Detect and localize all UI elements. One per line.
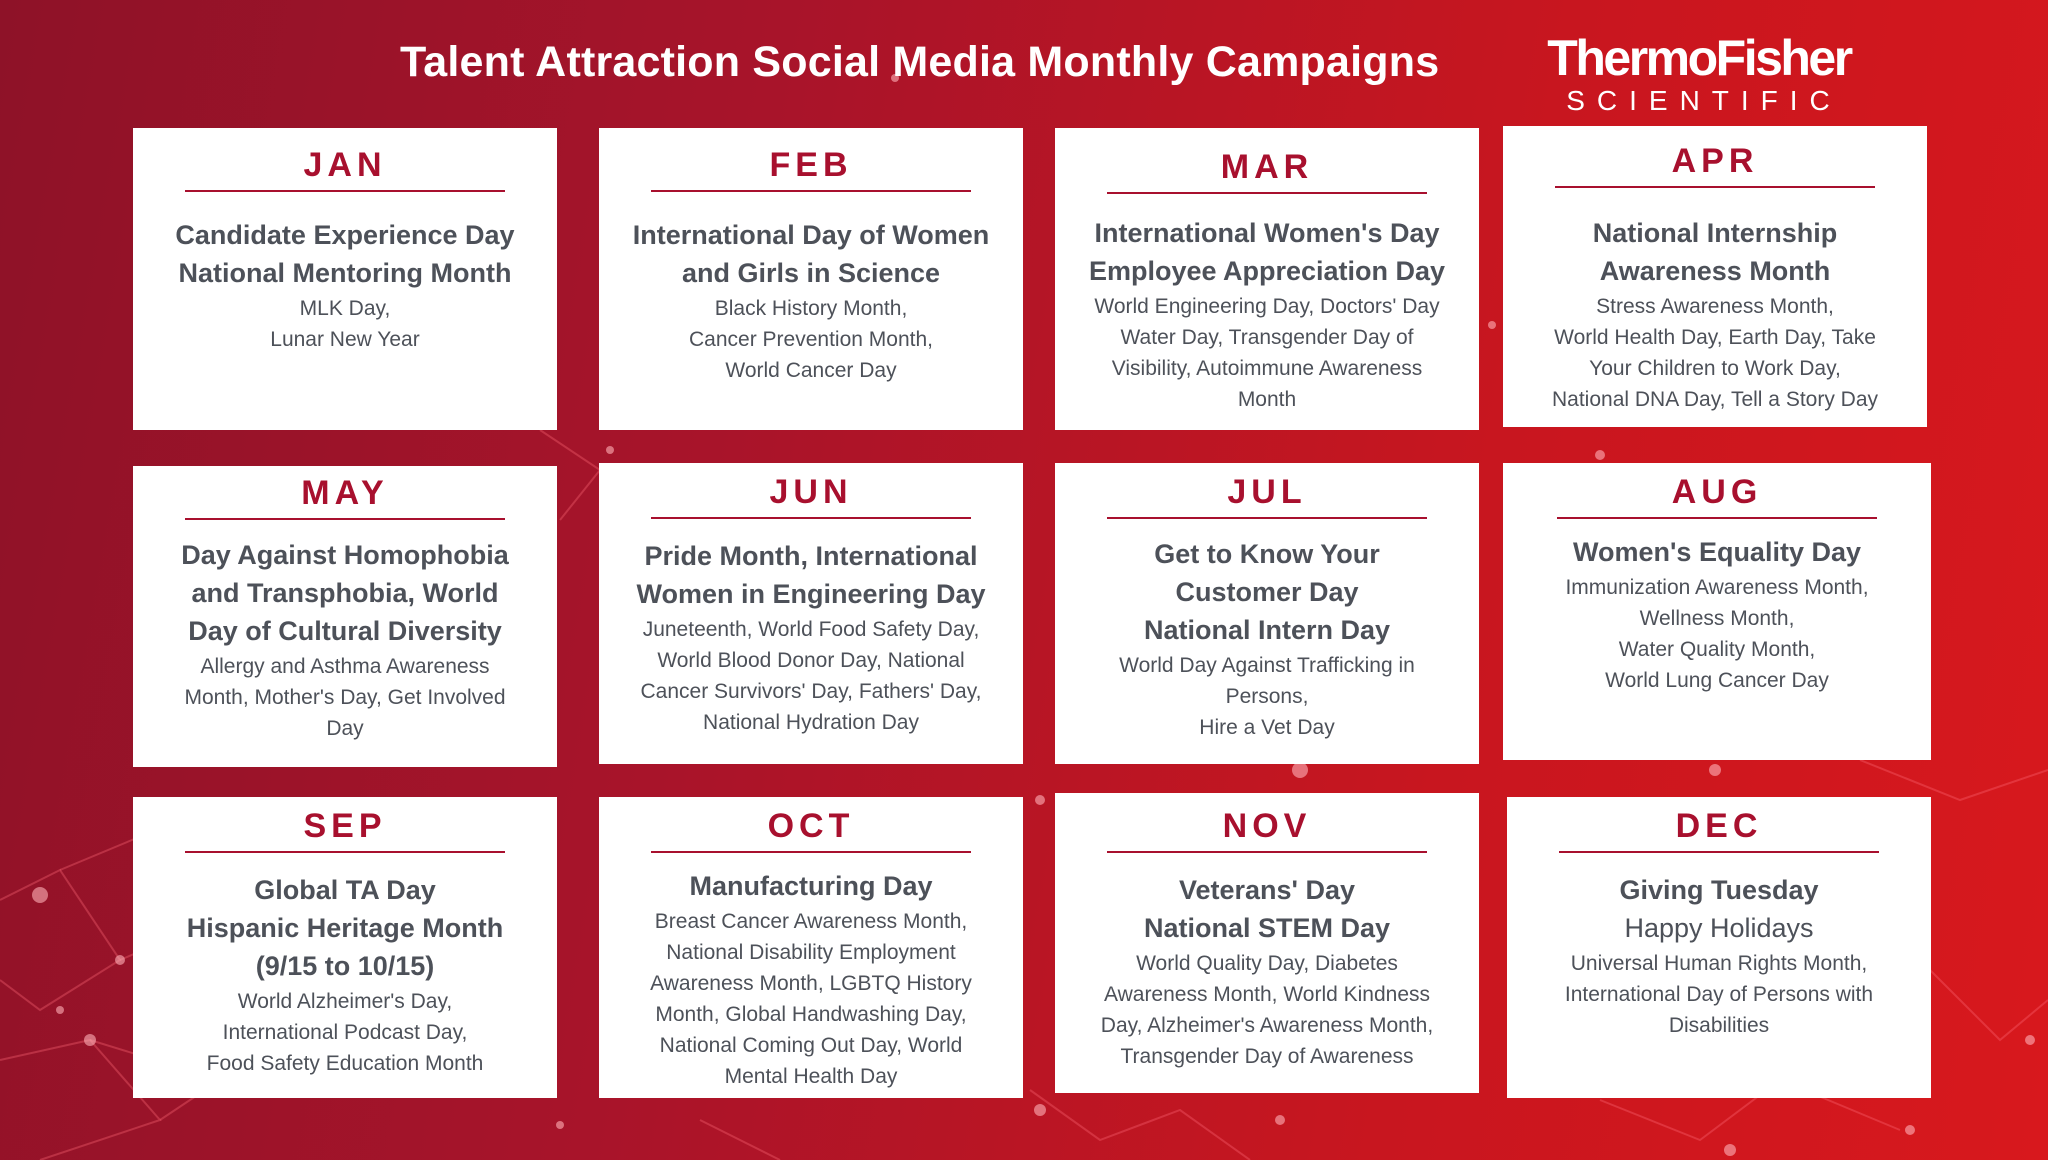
secondary-line: World Lung Cancer Day bbox=[1605, 669, 1829, 692]
secondary-line: Juneteenth, World Food Safety Day, bbox=[642, 618, 980, 641]
secondary-line: Cancer Prevention Month, bbox=[689, 328, 933, 351]
secondary-line: Awareness Month, World Kindness bbox=[1103, 983, 1431, 1006]
primary-line: Day of Cultural Diversity bbox=[188, 616, 502, 646]
primary-line: Customer Day bbox=[1175, 577, 1359, 607]
secondary-events bbox=[1521, 948, 1917, 1041]
month-card-jul bbox=[1055, 463, 1479, 764]
secondary-line: Visibility, Autoimmune Awareness bbox=[1111, 357, 1423, 380]
primary-line: Women's Equality Day bbox=[1573, 537, 1861, 567]
month-heading: AUG bbox=[1557, 473, 1877, 519]
month-card-may bbox=[133, 466, 557, 767]
primary-line: International Women's Day bbox=[1094, 218, 1440, 248]
secondary-line: International Day of Persons with bbox=[1564, 983, 1874, 1006]
primary-line: Pride Month, International bbox=[644, 541, 978, 571]
primary-line: Global TA Day bbox=[254, 875, 436, 905]
primary-events bbox=[613, 867, 1009, 905]
month-card-aug bbox=[1503, 463, 1931, 760]
month-card-jun bbox=[599, 463, 1023, 764]
primary-events bbox=[147, 871, 543, 985]
secondary-line: Universal Human Rights Month, bbox=[1570, 952, 1868, 975]
month-heading: JUN bbox=[651, 473, 971, 519]
secondary-events bbox=[1517, 572, 1917, 696]
secondary-events bbox=[1069, 291, 1465, 415]
secondary-line: World Quality Day, Diabetes bbox=[1136, 952, 1398, 975]
primary-events bbox=[1069, 535, 1465, 649]
secondary-events bbox=[147, 651, 543, 744]
logo-subtitle: SCIENTIFIC bbox=[1566, 85, 1842, 116]
secondary-line: Your Children to Work Day, bbox=[1589, 357, 1841, 380]
page-title: Talent Attraction Social Media Monthly Campaigns bbox=[400, 38, 1440, 86]
secondary-line: International Podcast Day, bbox=[222, 1021, 468, 1044]
month-heading: DEC bbox=[1559, 807, 1879, 853]
secondary-line: Black History Month, bbox=[714, 297, 908, 320]
primary-line: and Girls in Science bbox=[681, 258, 941, 288]
secondary-line: Transgender Day of Awareness bbox=[1120, 1045, 1414, 1068]
secondary-events bbox=[613, 614, 1009, 738]
primary-line: Hispanic Heritage Month bbox=[186, 913, 504, 943]
primary-line: and Transphobia, World bbox=[191, 578, 499, 608]
primary-events bbox=[613, 216, 1009, 292]
primary-events bbox=[1517, 533, 1917, 571]
primary-line: Candidate Experience Day bbox=[175, 220, 515, 250]
month-card-dec bbox=[1507, 797, 1931, 1098]
secondary-events bbox=[1517, 291, 1913, 415]
primary-line: Veterans' Day bbox=[1178, 875, 1356, 905]
secondary-line: National DNA Day, Tell a Story Day bbox=[1551, 388, 1879, 411]
company-logo bbox=[1544, 30, 1854, 116]
month-heading: APR bbox=[1555, 142, 1875, 188]
primary-events bbox=[1521, 871, 1917, 909]
month-card-feb bbox=[599, 128, 1023, 430]
secondary-line: Lunar New Year bbox=[270, 328, 420, 351]
primary-line: Awareness Month bbox=[1599, 256, 1831, 286]
month-card-oct bbox=[599, 797, 1023, 1098]
primary-events bbox=[147, 216, 543, 292]
month-heading: OCT bbox=[651, 807, 971, 853]
month-card-apr bbox=[1503, 126, 1927, 427]
secondary-line: World Day Against Trafficking in bbox=[1119, 654, 1415, 677]
secondary-line: Persons, bbox=[1225, 685, 1309, 708]
secondary-line: Cancer Survivors' Day, Fathers' Day, bbox=[640, 680, 982, 703]
secondary-line: World Alzheimer's Day, bbox=[237, 990, 453, 1013]
primary-line: (9/15 to 10/15) bbox=[255, 951, 435, 981]
secondary-line: MLK Day, bbox=[299, 297, 391, 320]
logo-wordmark: ThermoFisher bbox=[1547, 30, 1851, 86]
primary-line: National STEM Day bbox=[1143, 913, 1391, 943]
secondary-events bbox=[1069, 650, 1465, 743]
secondary-line: Immunization Awareness Month, bbox=[1565, 576, 1869, 599]
primary-line: International Day of Women bbox=[632, 220, 990, 250]
primary-events bbox=[1069, 214, 1465, 290]
secondary-events bbox=[613, 293, 1009, 386]
month-card-mar bbox=[1055, 128, 1479, 430]
primary-events bbox=[613, 537, 1009, 613]
secondary-line: Stress Awareness Month, bbox=[1596, 295, 1834, 318]
secondary-line: Food Safety Education Month bbox=[206, 1052, 484, 1075]
primary-line: Women in Engineering Day bbox=[636, 579, 986, 609]
secondary-line: Month, Global Handwashing Day, bbox=[655, 1003, 967, 1026]
secondary-line: Wellness Month, bbox=[1639, 607, 1795, 630]
secondary-events bbox=[147, 986, 543, 1079]
month-card-nov bbox=[1055, 793, 1479, 1093]
secondary-line: National Coming Out Day, World bbox=[659, 1034, 963, 1057]
month-heading: MAR bbox=[1107, 148, 1427, 194]
secondary-highlight: Happy Holidays bbox=[1624, 913, 1814, 943]
primary-line: National Internship bbox=[1592, 218, 1838, 248]
primary-line: National Intern Day bbox=[1143, 615, 1391, 645]
primary-events bbox=[1517, 214, 1913, 290]
primary-line: Get to Know Your bbox=[1154, 539, 1380, 569]
month-heading: FEB bbox=[651, 146, 971, 192]
secondary-line: Month, Mother's Day, Get Involved bbox=[184, 686, 506, 709]
primary-line: Day Against Homophobia bbox=[181, 540, 509, 570]
secondary-line: World Engineering Day, Doctors' Day bbox=[1094, 295, 1440, 318]
secondary-line: Disabilities bbox=[1668, 1014, 1770, 1037]
secondary-line: Day, Alzheimer's Awareness Month, bbox=[1100, 1014, 1434, 1037]
secondary-events bbox=[147, 293, 543, 355]
secondary-line: Day bbox=[326, 717, 364, 740]
secondary-line: World Cancer Day bbox=[725, 359, 897, 382]
primary-events bbox=[147, 536, 543, 650]
secondary-events bbox=[1069, 948, 1465, 1072]
secondary-line: National Disability Employment bbox=[666, 941, 956, 964]
secondary-line: World Blood Donor Day, National bbox=[657, 649, 965, 672]
primary-line: National Mentoring Month bbox=[178, 258, 512, 288]
secondary-line: World Health Day, Earth Day, Take bbox=[1554, 326, 1876, 349]
secondary-line: Breast Cancer Awareness Month, bbox=[654, 910, 968, 933]
secondary-line: Allergy and Asthma Awareness bbox=[200, 655, 490, 678]
primary-events bbox=[1069, 871, 1465, 947]
primary-line: Employee Appreciation Day bbox=[1088, 256, 1446, 286]
month-heading: JUL bbox=[1107, 473, 1427, 519]
secondary-events bbox=[613, 906, 1009, 1092]
primary-line: Giving Tuesday bbox=[1619, 875, 1819, 905]
primary-line: Manufacturing Day bbox=[689, 871, 933, 901]
secondary-line: Mental Health Day bbox=[724, 1065, 898, 1088]
secondary-line: Water Day, Transgender Day of bbox=[1120, 326, 1414, 349]
secondary-line: Month bbox=[1237, 388, 1297, 411]
month-heading: NOV bbox=[1107, 807, 1427, 853]
secondary-line: Awareness Month, LGBTQ History bbox=[650, 972, 972, 995]
month-heading: MAY bbox=[185, 474, 505, 520]
month-heading: JAN bbox=[185, 146, 505, 192]
month-card-jan bbox=[133, 128, 557, 430]
month-card-sep bbox=[133, 797, 557, 1098]
secondary-line: Water Quality Month, bbox=[1618, 638, 1816, 661]
secondary-line: National Hydration Day bbox=[703, 711, 919, 734]
secondary-line: Hire a Vet Day bbox=[1199, 716, 1335, 739]
month-heading: SEP bbox=[185, 807, 505, 853]
